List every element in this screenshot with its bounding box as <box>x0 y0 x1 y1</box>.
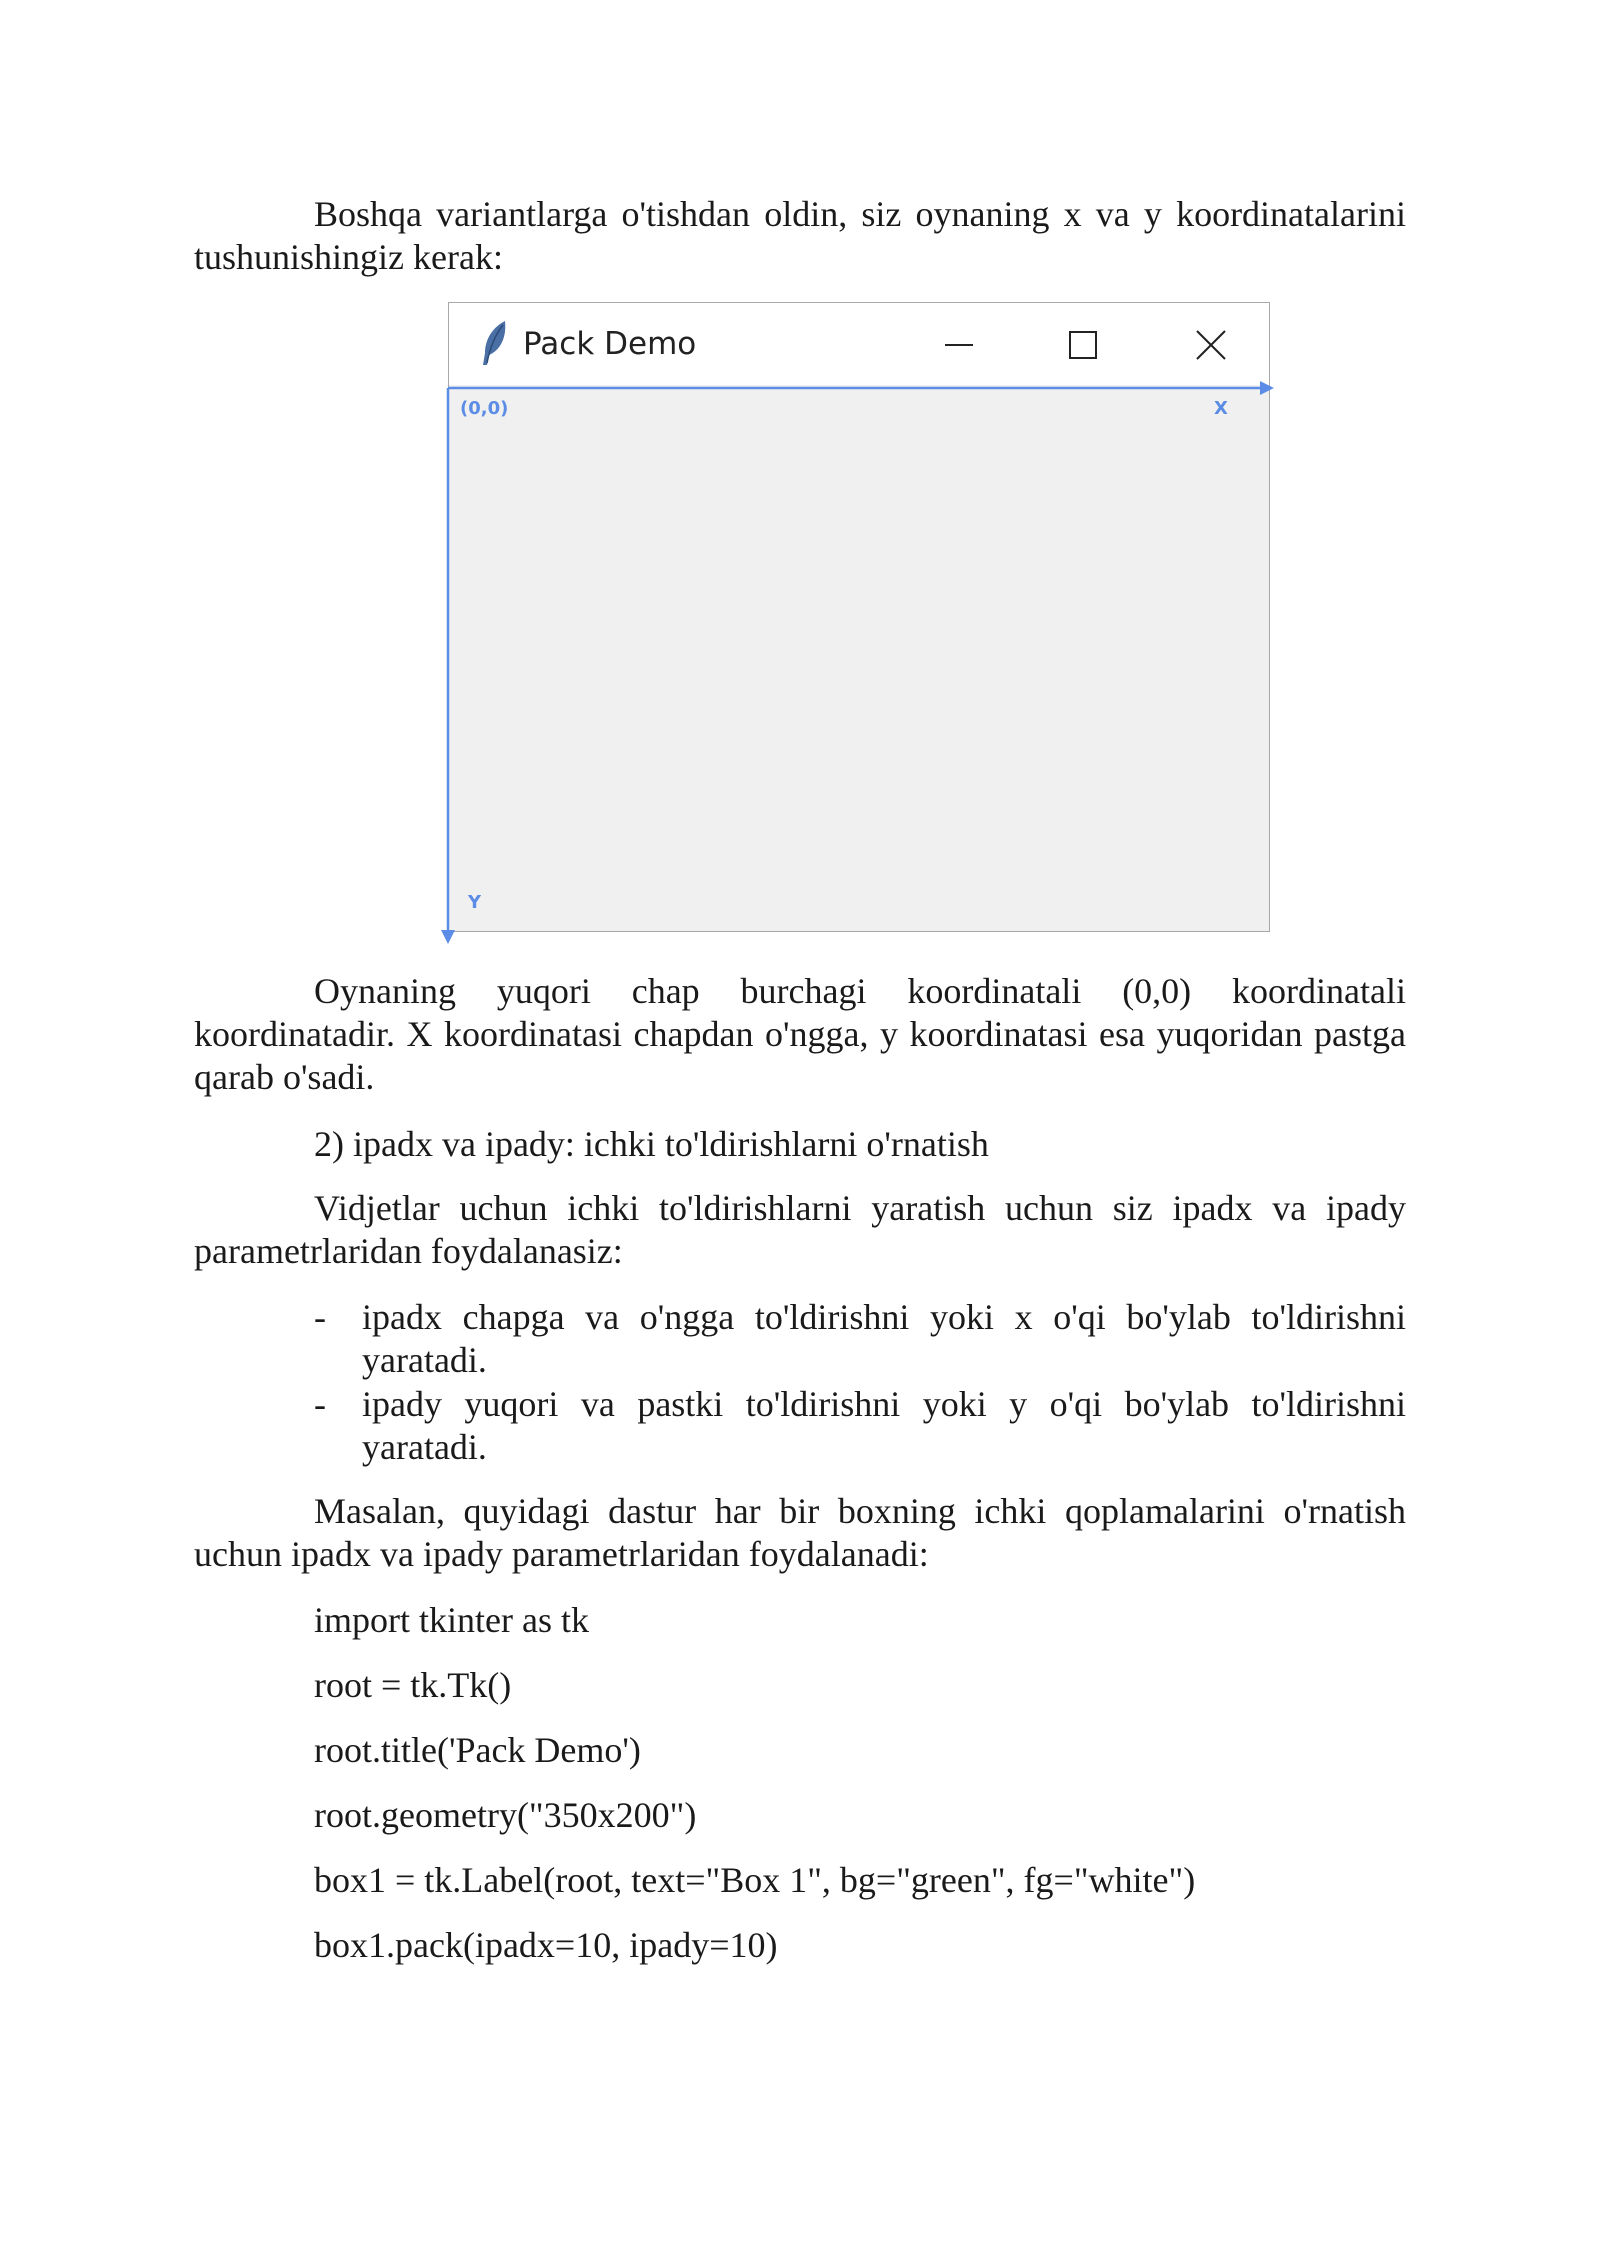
origin-label: (0,0) <box>460 398 509 419</box>
paragraph-after-figure: Oynaning yuqori chap burchagi koordinatali (0,0) koordinatali koordinatadir. X koordinatasi chapdan o'ngga, y koordinatasi esa yuqoridan pastga qarab o'sadi. <box>194 971 1406 1097</box>
code-line: box1 = tk.Label(root, text="Box 1", bg="green", fg="white") <box>314 1860 1196 1900</box>
x-axis-arrowhead <box>1260 381 1274 395</box>
list-item-text: ipadx chapga va o'ngga to'ldirishni yoki x o'qi bo'ylab to'ldirishni yaratadi. <box>362 1297 1406 1380</box>
paragraph-vidjetlar: Vidjetlar uchun ichki to'ldirishlarni yaratish uchun siz ipadx va ipady parametrlaridan foydalanasiz: <box>194 1188 1406 1271</box>
paragraph-masalan: Masalan, quyidagi dastur har bir boxning ichki qoplamalarini o'rnatish uchun ipadx va ipady parametrlaridan foydalanadi: <box>194 1491 1406 1574</box>
close-icon[interactable] <box>1189 323 1233 367</box>
window-coordinates-figure <box>448 302 1270 932</box>
coordinate-axes <box>442 376 1276 944</box>
list-item <box>314 1383 1406 1469</box>
maximize-icon[interactable] <box>1061 323 1105 367</box>
window-title: Pack Demo <box>523 326 697 362</box>
code-line: root.title('Pack Demo') <box>314 1730 641 1770</box>
list-item-text: ipady yuqori va pastki to'ldirishni yoki y o'qi bo'ylab to'ldirishni yaratadi. <box>362 1384 1406 1467</box>
window-titlebar <box>449 303 1269 385</box>
code-line: import tkinter as tk <box>314 1600 589 1640</box>
y-axis-arrowhead <box>441 930 455 944</box>
y-axis-label: Y <box>468 892 482 913</box>
code-line: root = tk.Tk() <box>314 1665 512 1705</box>
list-dash: - <box>314 1297 326 1337</box>
list-item <box>314 1296 1406 1382</box>
code-line: root.geometry("350x200") <box>314 1795 697 1835</box>
feather-icon <box>479 319 511 367</box>
minimize-icon[interactable] <box>937 323 981 367</box>
code-line: box1.pack(ipadx=10, ipady=10) <box>314 1925 778 1965</box>
list-dash: - <box>314 1384 326 1424</box>
paragraph-intro: Boshqa variantlarga o'tishdan oldin, siz oynaning x va y koordinatalarini tushunishingiz kerak: <box>194 194 1406 277</box>
section-heading: 2) ipadx va ipady: ichki to'ldirishlarni o'rnatish <box>314 1124 989 1164</box>
x-axis-label: X <box>1214 398 1228 419</box>
